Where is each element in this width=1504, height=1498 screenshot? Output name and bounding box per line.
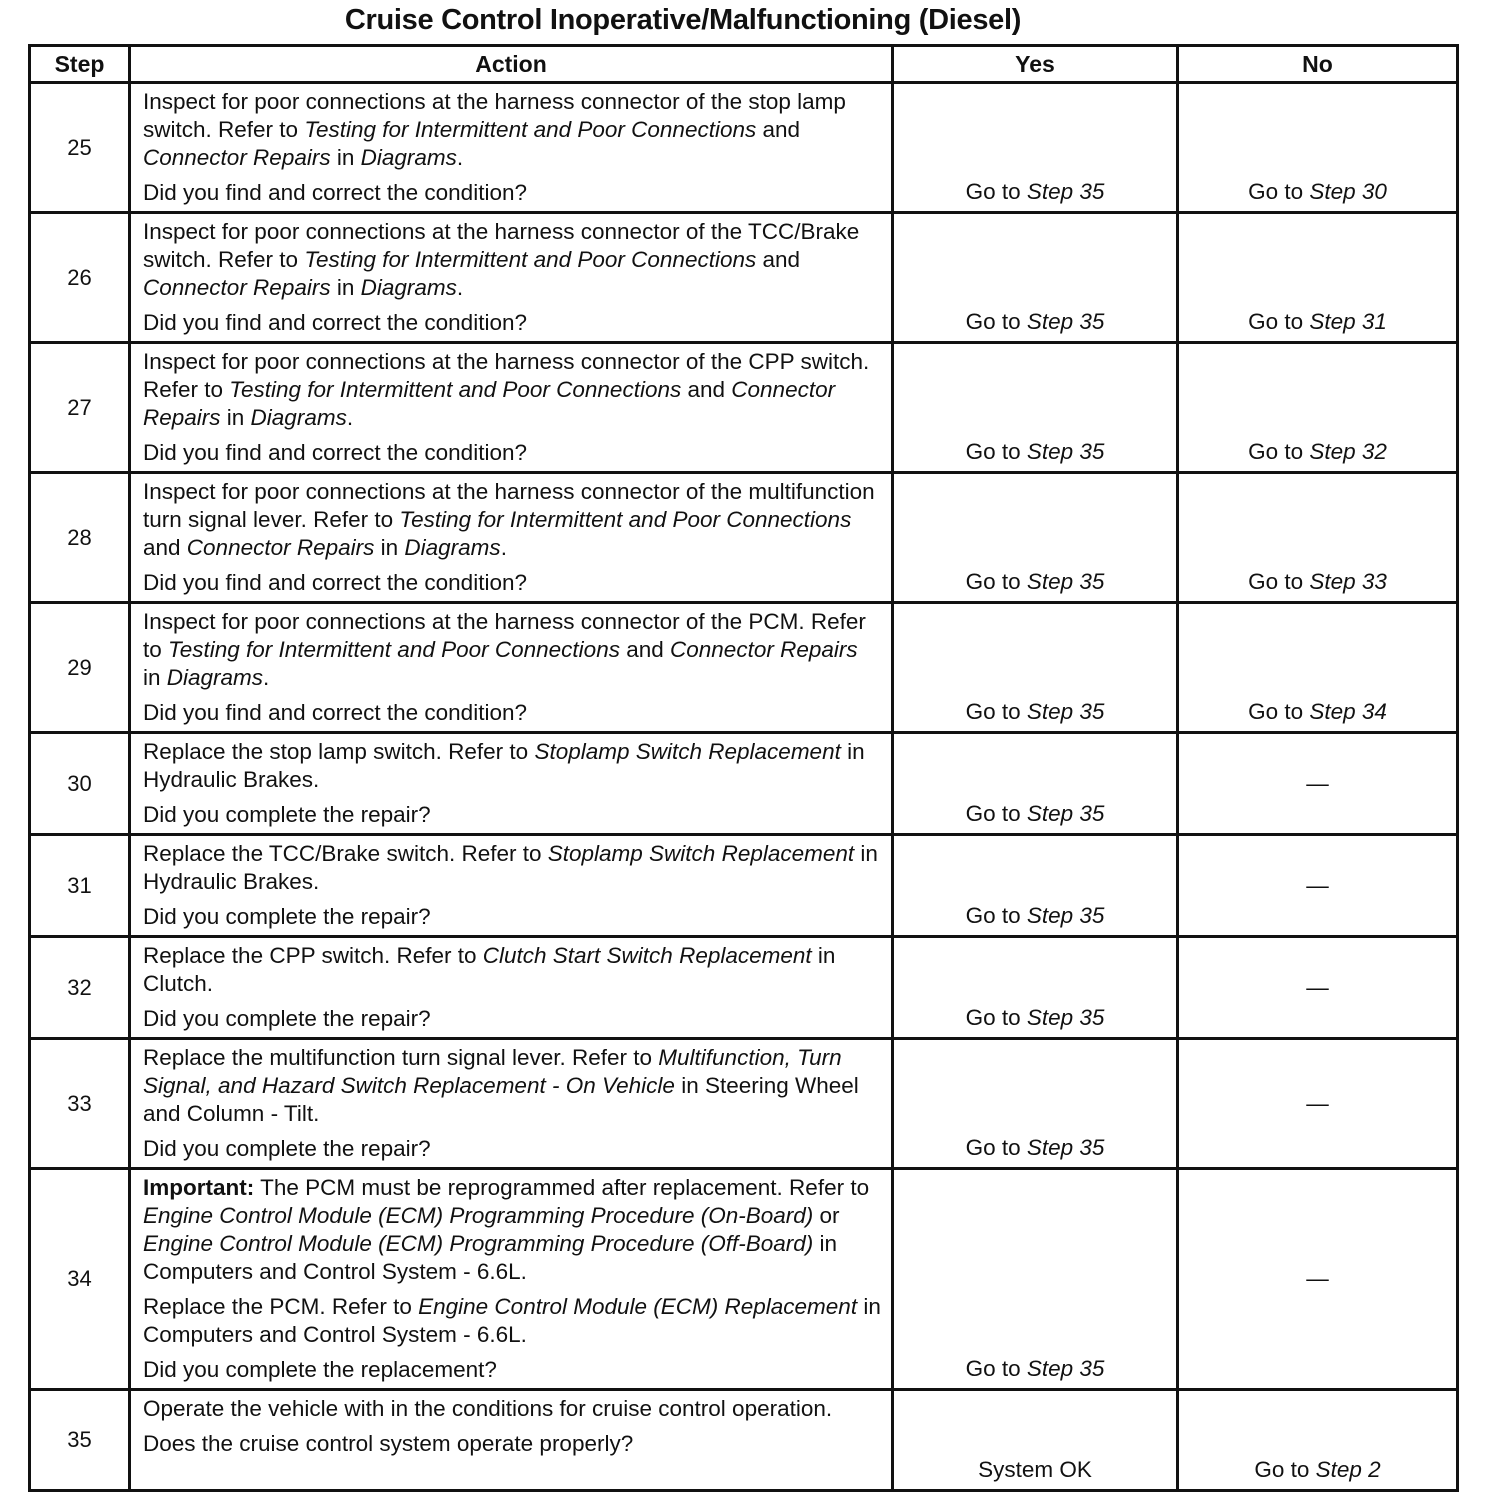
yes-step-ref: Step 35: [1026, 179, 1105, 204]
table-row: [30, 733, 1458, 835]
no-prefix: Go to: [1254, 1457, 1316, 1482]
header-row: [30, 46, 1458, 83]
no-step-ref: Step 33: [1309, 569, 1387, 594]
step-number: 31: [30, 835, 130, 937]
yes-result: [893, 1039, 1178, 1169]
table-row: [30, 343, 1458, 473]
yes-result: [893, 213, 1178, 343]
no-prefix: Go to: [1248, 309, 1310, 334]
yes-step-ref: Step 35: [1026, 801, 1105, 826]
yes-result: [893, 343, 1178, 473]
table-row: [30, 937, 1458, 1039]
step-number: 25: [30, 83, 130, 213]
action-text: Important: The PCM must be reprogrammed after replacement. Refer to Engine Control Module (ECM) Programming Procedure (On-Board) or Engine Control Module (ECM) Programming Procedure (Off-Board) in Computers and Control System - 6.6L. Replace the PCM. Refer to Engine Control Module (ECM) Replacement in Computers and Control System - 6.6L. Did you complete the replacement?: [130, 1169, 893, 1390]
no-result: —: [1178, 1039, 1458, 1169]
step-number: 34: [30, 1169, 130, 1390]
yes-step-ref: Step 35: [1026, 1135, 1105, 1160]
table-row: [30, 83, 1458, 213]
yes-step-ref: Step 35: [1026, 903, 1105, 928]
action-text: Inspect for poor connections at the harness connector of the TCC/Brake switch. Refer to Testing for Intermittent and Poor Connections and Connector Repairs in Diagrams. Did you find and correct the condition?: [130, 213, 893, 343]
step-number: 28: [30, 473, 130, 603]
yes-step-ref: Step 35: [1026, 699, 1105, 724]
step-number: 30: [30, 733, 130, 835]
no-prefix: Go to: [1248, 569, 1310, 594]
no-result: —: [1178, 937, 1458, 1039]
table-row: [30, 835, 1458, 937]
yes-step-ref: Step 35: [1026, 439, 1105, 464]
yes-step-ref: Step 35: [1026, 1005, 1105, 1030]
no-step-ref: Step 34: [1309, 699, 1387, 724]
document-title: Cruise Control Inoperative/Malfunctioning (Diesel): [344, 4, 1022, 36]
no-prefix: Go to: [1248, 699, 1310, 724]
yes-step-ref: Step 35: [1026, 569, 1105, 594]
no-prefix: Go to: [1248, 179, 1310, 204]
no-result: —: [1178, 733, 1458, 835]
yes-prefix: Go to: [965, 1005, 1027, 1030]
no-result: —: [1178, 1169, 1458, 1390]
yes-result: [893, 603, 1178, 733]
yes-result: [893, 733, 1178, 835]
action-text: Replace the stop lamp switch. Refer to Stoplamp Switch Replacement in Hydraulic Brakes. Did you complete the repair?: [130, 733, 893, 835]
action-text: Inspect for poor connections at the harness connector of the multifunction turn signal lever. Refer to Testing for Intermittent and Poor Connections and Connector Repairs in Diagrams. Did you find and correct the condition?: [130, 473, 893, 603]
no-result: [1178, 213, 1458, 343]
header-action: Action: [130, 46, 893, 83]
no-result: [1178, 343, 1458, 473]
no-step-ref: Step 2: [1315, 1457, 1381, 1482]
no-step-ref: Step 32: [1309, 439, 1387, 464]
yes-result: [893, 473, 1178, 603]
yes-prefix: Go to: [965, 699, 1027, 724]
action-text: Replace the CPP switch. Refer to Clutch Start Switch Replacement in Clutch. Did you complete the repair?: [130, 937, 893, 1039]
table-row: [30, 1390, 1458, 1491]
yes-prefix: Go to: [965, 309, 1027, 334]
yes-prefix: Go to: [965, 801, 1027, 826]
table-row: [30, 1039, 1458, 1169]
no-result: —: [1178, 835, 1458, 937]
yes-result: System OK: [893, 1390, 1178, 1491]
step-number: 33: [30, 1039, 130, 1169]
step-number: 27: [30, 343, 130, 473]
yes-prefix: Go to: [965, 439, 1027, 464]
table-row: [30, 213, 1458, 343]
yes-prefix: Go to: [965, 179, 1027, 204]
action-text: Replace the TCC/Brake switch. Refer to Stoplamp Switch Replacement in Hydraulic Brakes. Did you complete the repair?: [130, 835, 893, 937]
action-text: Operate the vehicle with in the conditions for cruise control operation. Does the cruise control system operate properly?: [130, 1390, 893, 1491]
yes-step-ref: Step 35: [1026, 309, 1105, 334]
header-yes: Yes: [893, 46, 1178, 83]
header-no: No: [1178, 46, 1458, 83]
header-step: Step: [30, 46, 130, 83]
no-result: [1178, 603, 1458, 733]
no-step-ref: Step 30: [1309, 179, 1387, 204]
action-text: Inspect for poor connections at the harness connector of the PCM. Refer to Testing for Intermittent and Poor Connections and Connector Repairs in Diagrams. Did you find and correct the condition?: [130, 603, 893, 733]
table-row: [30, 473, 1458, 603]
yes-prefix: Go to: [965, 1356, 1027, 1381]
yes-result: [893, 835, 1178, 937]
no-result: [1178, 83, 1458, 213]
yes-prefix: Go to: [965, 1135, 1027, 1160]
yes-result: [893, 83, 1178, 213]
no-prefix: Go to: [1248, 439, 1310, 464]
yes-prefix: Go to: [965, 569, 1027, 594]
step-number: 35: [30, 1390, 130, 1491]
action-text: Inspect for poor connections at the harness connector of the stop lamp switch. Refer to Testing for Intermittent and Poor Connections and Connector Repairs in Diagrams. Did you find and correct the condition?: [130, 83, 893, 213]
action-text: Replace the multifunction turn signal lever. Refer to Multifunction, Turn Signal, and Hazard Switch Replacement - On Vehicle in Steering Wheel and Column - Tilt. Did you complete the repair?: [130, 1039, 893, 1169]
diagnostic-table: [28, 44, 1459, 1492]
step-number: 26: [30, 213, 130, 343]
yes-result: [893, 1169, 1178, 1390]
step-number: 29: [30, 603, 130, 733]
yes-result: [893, 937, 1178, 1039]
step-number: 32: [30, 937, 130, 1039]
table-body: [30, 83, 1458, 1491]
action-text: Inspect for poor connections at the harness connector of the CPP switch. Refer to Testing for Intermittent and Poor Connections and Connector Repairs in Diagrams. Did you find and correct the condition?: [130, 343, 893, 473]
yes-step-ref: Step 35: [1026, 1356, 1105, 1381]
no-result: [1178, 1390, 1458, 1491]
yes-prefix: Go to: [965, 903, 1027, 928]
table-row: [30, 603, 1458, 733]
no-result: [1178, 473, 1458, 603]
no-step-ref: Step 31: [1309, 309, 1387, 334]
table-row: [30, 1169, 1458, 1390]
